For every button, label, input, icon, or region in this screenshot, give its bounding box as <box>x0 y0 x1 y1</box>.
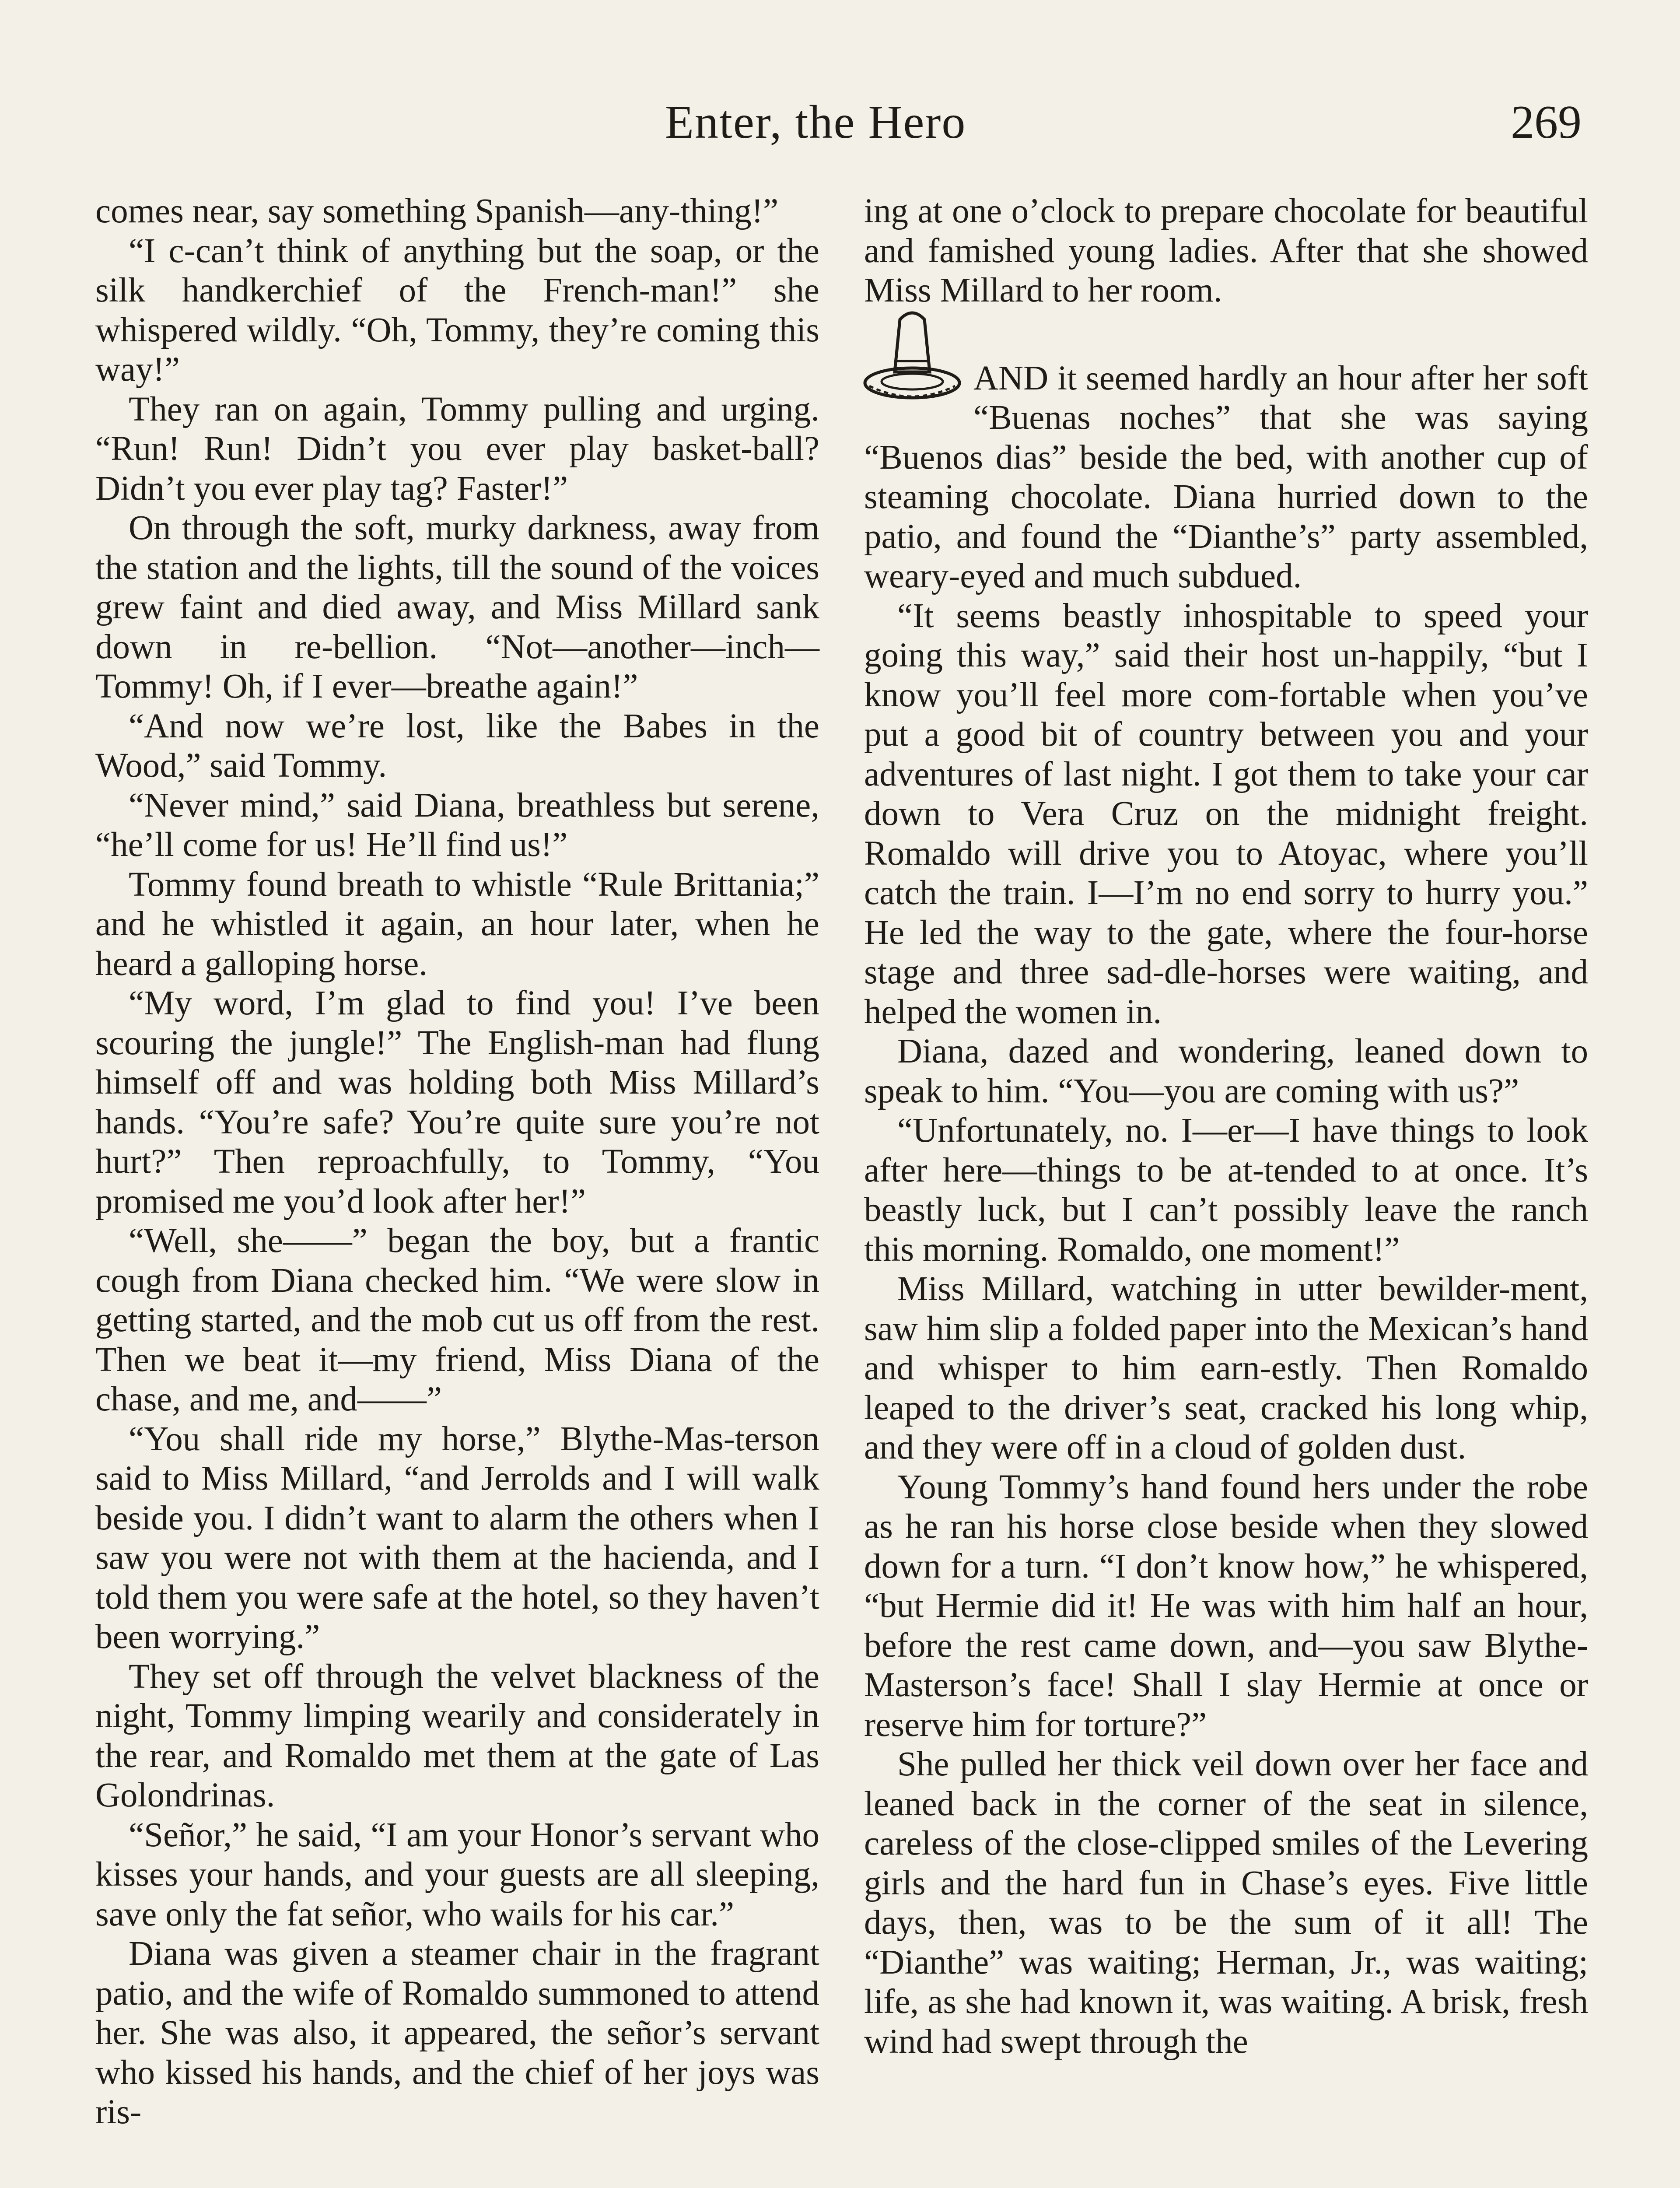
paragraph: She pulled her thick veil down over her face and leaned back in the corner of the seat in silence, careless of the close-clipped smiles of the Levering girls and the hard fun in Chase’s eyes. Five little days, then, was to be the sum of it all! The “Dianthe” was waiting; Herman, Jr., was waiting; life, as she had known it, was waiting. A brisk, fresh wind had swept through the <box>864 1745 1588 2061</box>
paragraph: “Never mind,” said Diana, breathless but serene, “he’ll come for us! He’ll find us!” <box>95 786 819 864</box>
right-column <box>864 192 1588 2062</box>
paragraph: “Unfortunately, no. I—er—I have things to look after here—things to be at-tended to at once. It’s beastly luck, but I can’t possibly leave the ranch this morning. Romaldo, one moment!” <box>864 1112 1588 1269</box>
sombrero-icon <box>860 306 965 416</box>
paragraph: ing at one o’clock to prepare chocolate for beautiful and famished young ladies. After that she showed Miss Millard to her room. <box>864 192 1588 309</box>
paragraph: “And now we’re lost, like the Babes in the Wood,” said Tommy. <box>95 707 819 785</box>
paragraph: “Well, she——” began the boy, but a frantic cough from Diana checked him. “We were slow in getting started, and the mob cut us off from the rest. Then we beat it—my friend, Miss Diana of the chase, and me, and——” <box>95 1222 819 1418</box>
paragraph: “It seems beastly inhospitable to speed your going this way,” said their host un-happily, “but I know you’ll feel more com-fortable when you’ve put a good bit of country between you and your adventures of last night. I got them to take your car down to Vera Cruz on the midnight freight. Romaldo will drive you to Atoyac, where you’ll catch the train. I—I’m no end sorry to hurry you.” He led the way to the gate, where the four-horse stage and three sad-dle-horses were waiting, and helped the women in. <box>864 596 1588 1031</box>
paragraph: comes near, say something Spanish—any-thing!” <box>95 192 779 230</box>
paragraph: Young Tommy’s hand found hers under the robe as he ran his horse close beside when they slowed down for a turn. “I don’t know how,” he whispered, “but Hermie did it! He was with him half an hour, before the rest came down, and—you saw Blythe-Masterson’s face! Shall I slay Hermie at once or reserve him for torture?” <box>864 1468 1588 1744</box>
paragraph: They set off through the velvet blackness of the night, Tommy limping wearily and considerately in the rear, and Romaldo met them at the gate of Las Golondrinas. <box>95 1657 819 1814</box>
paragraph: “You shall ride my horse,” Blythe-Mas-terson said to Miss Millard, “and Jerrolds and I will walk beside you. I didn’t want to alarm the others when I saw you were not with them at the hacienda, and I told them you were safe at the hotel, so they haven’t been worrying.” <box>95 1420 819 1656</box>
paragraph: Miss Millard, watching in utter bewilder-ment, saw him slip a folded paper into the Mexican’s hand and whisper to him earn-estly. Then Romaldo leaped to the driver’s seat, cracked his long whip, and they were off in a cloud of golden dust. <box>864 1270 1588 1466</box>
paragraph: They ran on again, Tommy pulling and urging. “Run! Run! Didn’t you ever play basket-ball? Didn’t you ever play tag? Faster!” <box>95 390 819 508</box>
paragraph: Diana was given a steamer chair in the fragrant patio, and the wife of Romaldo summoned to attend her. She was also, it appeared, the señor’s servant who kissed his hands, and the chief of her joys was ris- <box>95 1935 819 2131</box>
paragraph: Diana, dazed and wondering, leaned down to speak to him. “You—you are coming with us?” <box>864 1032 1588 1110</box>
paragraph: AND it seemed hardly an hour after her soft “Buenas noches” that she was saying “Buenos dias” beside the bed, with another cup of steaming chocolate. Diana hurried down to the patio, and found the “Dianthe’s” party assembled, weary-eyed and much subdued. <box>864 359 1588 595</box>
paragraph: “I c-can’t think of anything but the soap, or the silk handkerchief of the French-man!” she whispered wildly. “Oh, Tommy, they’re coming this way!” <box>95 231 819 389</box>
running-title: Enter, the Hero <box>665 96 966 148</box>
paragraph: “My word, I’m glad to find you! I’ve been scouring the jungle!” The English-man had flung himself off and was holding both Miss Millard’s hands. “You’re safe? You’re quite sure you’re not hurt?” Then reproachfully, to Tommy, “You promised me you’d look after her!” <box>95 984 819 1220</box>
left-column <box>95 192 819 2132</box>
paragraph: On through the soft, murky darkness, away from the station and the lights, till the sound of the voices grew faint and died away, and Miss Millard sank down in re-bellion. “Not—another—inch—Tommy! Oh, if I ever—breathe again!” <box>95 509 819 705</box>
paragraph: Tommy found breath to whistle “Rule Brittania;” and he whistled it again, an hour later, when he heard a galloping horse. <box>95 865 819 983</box>
page-header <box>0 90 1680 160</box>
page-number: 269 <box>1511 96 1582 148</box>
paragraph: “Señor,” he said, “I am your Honor’s servant who kisses your hands, and your guests are all sleeping, save only the fat señor, who wails for his car.” <box>95 1816 819 1933</box>
